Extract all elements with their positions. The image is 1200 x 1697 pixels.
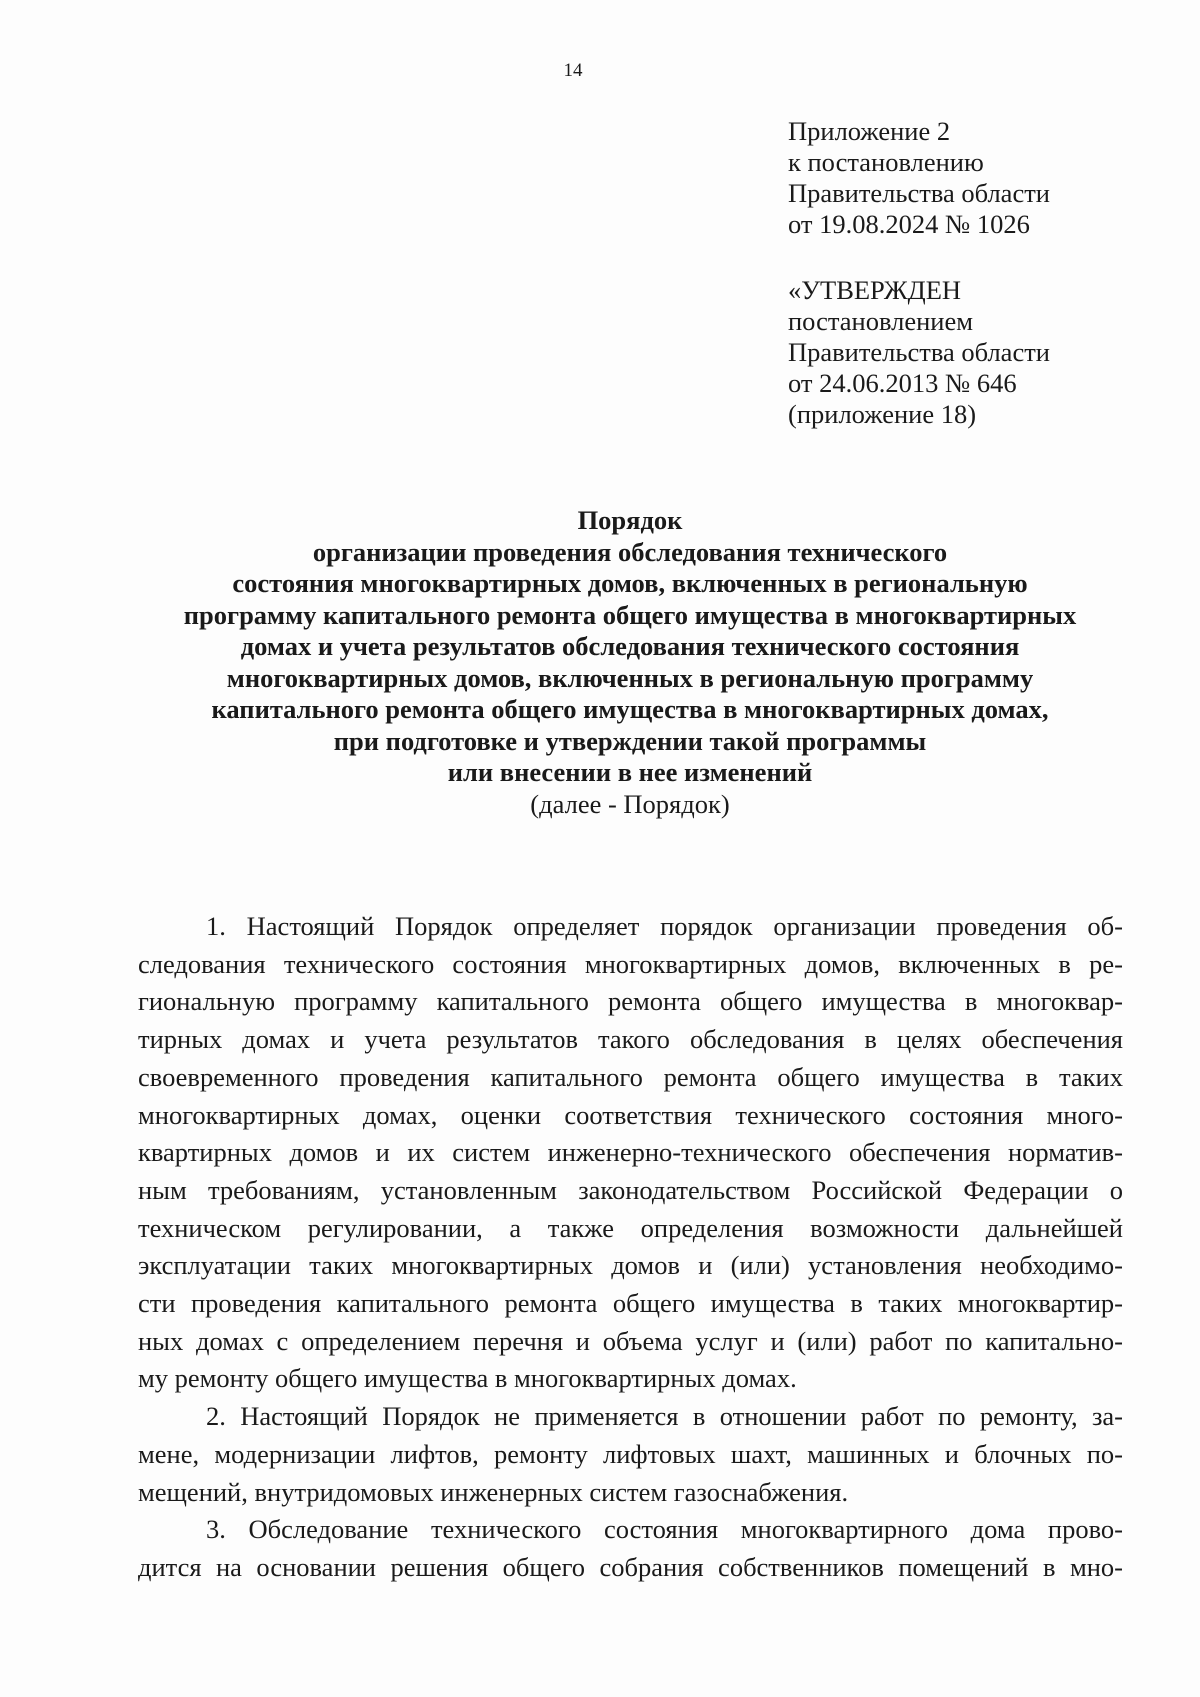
paragraph-3-line: 3. Обследование технического состояния многоквартирного дома прово- bbox=[206, 1514, 1123, 1545]
paragraph-1-line: ных домах с определением перечня и объема услуг и (или) работ по капитально- bbox=[138, 1325, 1123, 1356]
title-line: состояния многоквартирных домов, включенных в региональную bbox=[232, 568, 1028, 598]
document-title bbox=[120, 505, 1140, 820]
attachment-line: к постановлению bbox=[788, 147, 984, 177]
paragraph-1-line: квартирных домов и их систем инженерно-технического обеспечения норматив- bbox=[138, 1137, 1123, 1168]
paragraph-2-line: 2. Настоящий Порядок не применяется в отношении работ по ремонту, за- bbox=[206, 1401, 1123, 1432]
paragraph-2-line: мене, модернизации лифтов, ремонту лифтовых шахт, машинных и блочных по- bbox=[138, 1438, 1123, 1469]
paragraph-1-line: своевременного проведения капитального ремонта общего имущества в таких bbox=[138, 1061, 1123, 1092]
title-line: при подготовке и утверждении такой программы bbox=[333, 725, 927, 756]
document-body bbox=[138, 908, 1123, 1587]
title-line: организации проведения обследования технического bbox=[312, 536, 948, 567]
page-number: 14 bbox=[563, 60, 583, 81]
paragraph-1-line: техническом регулировании, а также определения возможности дальнейшей bbox=[138, 1212, 1123, 1243]
attachment-line: Правительства области bbox=[788, 178, 1050, 208]
approved-line: Правительства области bbox=[788, 337, 1050, 367]
title-line: программу капитального ремонта общего имущества в многоквартирных bbox=[183, 599, 1077, 630]
attachment-reference bbox=[788, 116, 1050, 240]
paragraph-3-line: дится на основании решения общего собрания собственников помещений в мно- bbox=[138, 1551, 1123, 1582]
approved-line: постановлением bbox=[788, 306, 973, 336]
paragraph-1-line: эксплуатации таких многоквартирных домов и (или) установления необходимо- bbox=[138, 1250, 1123, 1281]
paragraph-1-line: многоквартирных домах, оценки соответствия технического состояния много- bbox=[138, 1099, 1123, 1130]
title-line: капитального ремонта общего имущества в многоквартирных домах, bbox=[211, 694, 1049, 724]
attachment-line: от 19.08.2024 № 1026 bbox=[788, 209, 1030, 239]
title-line: домах и учета результатов обследования технического состояния bbox=[240, 631, 1020, 661]
title-line: или внесении в нее изменений bbox=[447, 757, 813, 787]
approval-stamp-text bbox=[788, 275, 1050, 430]
approved-line: от 24.06.2013 № 646 bbox=[788, 368, 1017, 398]
paragraph-1-line: 1. Настоящий Порядок определяет порядок организации проведения об- bbox=[206, 911, 1123, 941]
paragraph-1-line: тирных домах и учета результатов такого обследования в целях обеспечения bbox=[138, 1024, 1123, 1055]
paragraph-1-line: му ремонту общего имущества в многоквартирных домах. bbox=[138, 1363, 797, 1394]
title-line: многоквартирных домов, включенных в региональную программу bbox=[226, 662, 1034, 693]
approved-line: (приложение 18) bbox=[788, 399, 977, 429]
attachment-line: Приложение 2 bbox=[788, 116, 951, 146]
title-subtitle: (далее - Порядок) bbox=[530, 788, 730, 819]
paragraph-1-line: сти проведения капитального ремонта общего имущества в таких многоквартир- bbox=[138, 1288, 1123, 1319]
approved-line: «УТВЕРЖДЕН bbox=[788, 275, 962, 305]
paragraph-1-line: гиональную программу капитального ремонта общего имущества в многоквар- bbox=[138, 986, 1123, 1017]
paragraph-1-line: ным требованиям, установленным законодательством Российской Федерации о bbox=[138, 1174, 1123, 1205]
paragraph-2-line: мещений, внутридомовых инженерных систем газоснабжения. bbox=[138, 1476, 849, 1507]
paragraph-1-line: следования технического состояния многоквартирных домов, включенных в ре- bbox=[138, 948, 1123, 979]
title-heading: Порядок bbox=[577, 505, 683, 535]
